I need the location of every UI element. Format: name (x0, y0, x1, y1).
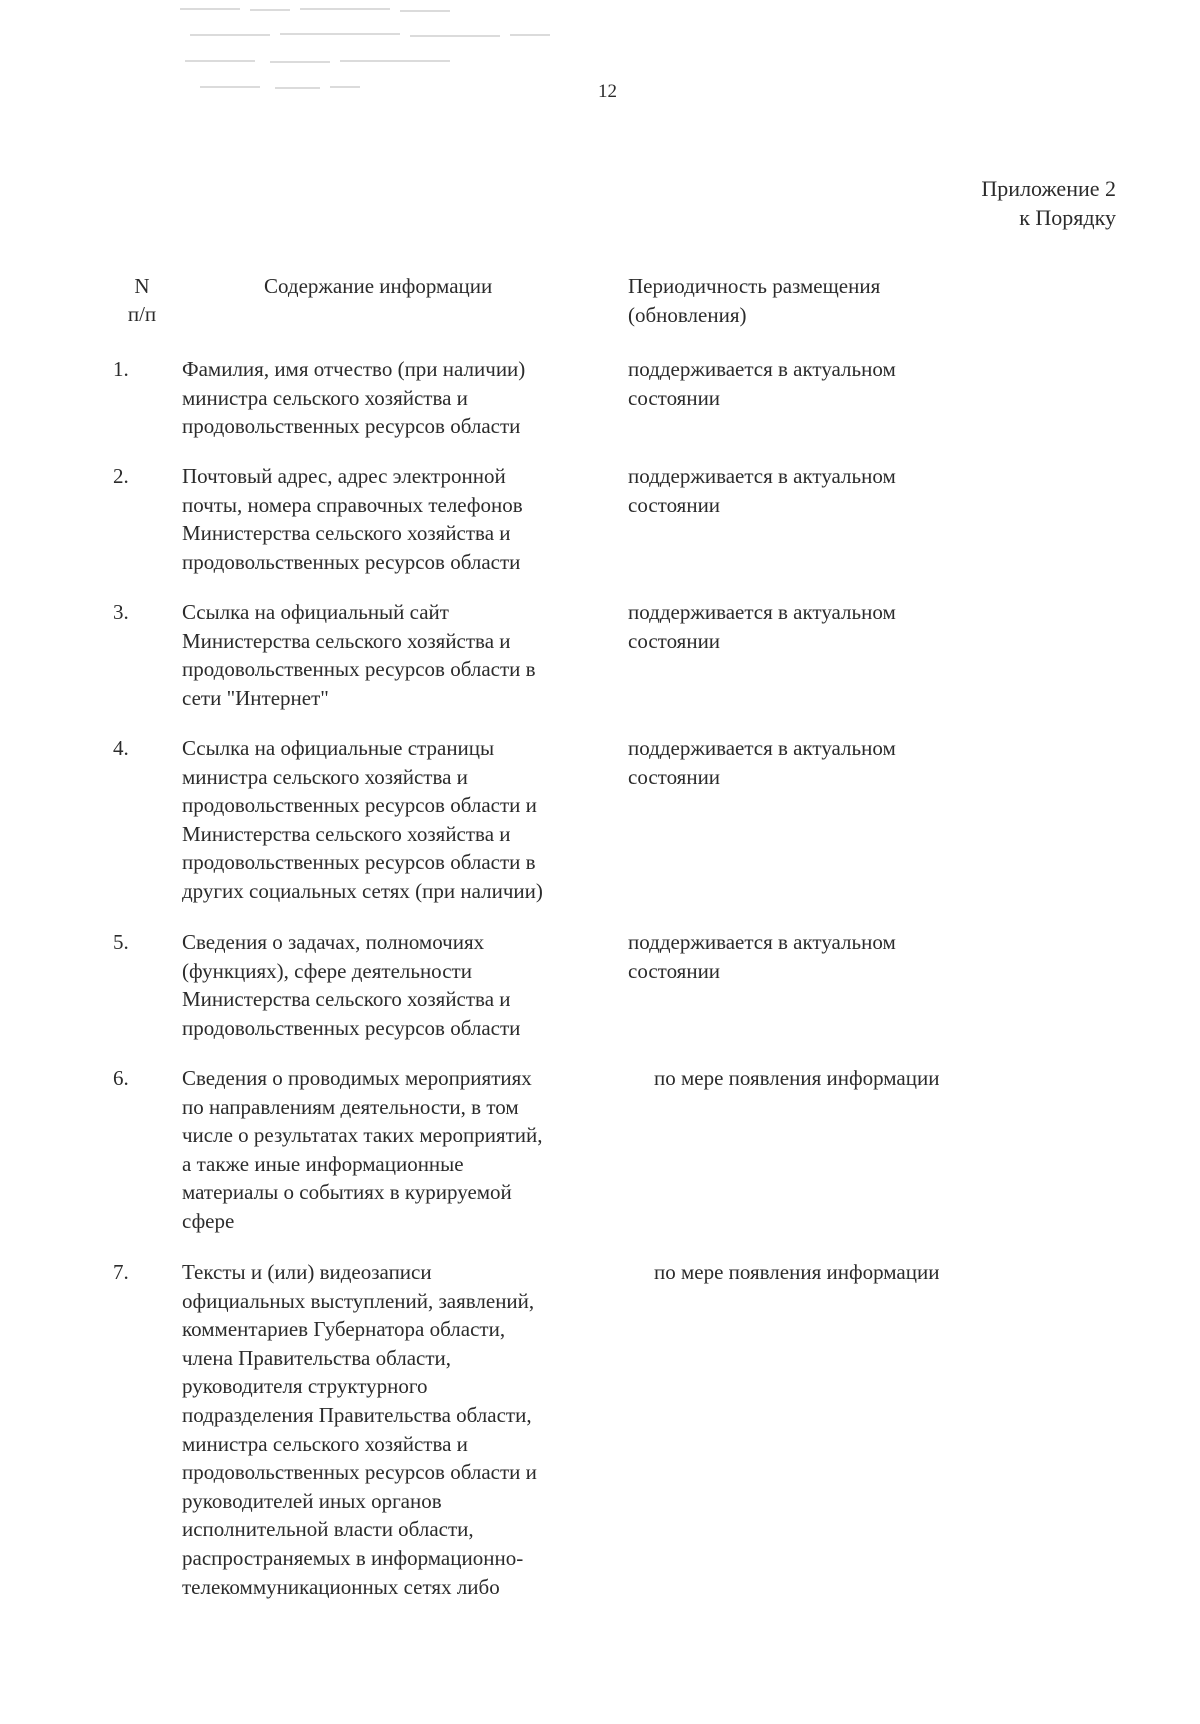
row-content (182, 734, 612, 906)
content-line: продовольственных ресурсов области (182, 1015, 521, 1040)
period-line: поддерживается в актуальном (628, 736, 896, 760)
row-content (182, 1258, 612, 1601)
content-line: (функциях), сфере деятельности (182, 958, 472, 983)
row-period (628, 734, 968, 791)
column-header-period (628, 272, 958, 329)
row-period (628, 355, 968, 412)
period-line: состоянии (628, 492, 721, 517)
content-line: продовольственных ресурсов области в (182, 850, 536, 875)
row-period (628, 462, 968, 519)
row-period (628, 928, 968, 985)
content-line: распространяемых в информационно- (182, 1545, 524, 1570)
content-line: Тексты и (или) видеозаписи (182, 1260, 432, 1284)
content-line: министра сельского хозяйства и (182, 764, 468, 789)
period-line: по мере появления информации (654, 1260, 940, 1284)
page-number: 12 (598, 81, 617, 102)
period-line: по мере появления информации (654, 1066, 940, 1090)
content-line: а также иные информационные (182, 1151, 464, 1176)
content-line: продовольственных ресурсов области (182, 414, 521, 439)
header-line: N (134, 274, 150, 298)
period-line: поддерживается в актуальном (628, 464, 896, 488)
content-line: Сведения о проводимых мероприятиях (182, 1066, 532, 1090)
period-line: поддерживается в актуальном (628, 357, 896, 381)
period-line: поддерживается в актуальном (628, 930, 896, 954)
content-line: руководителей иных органов (182, 1488, 442, 1513)
column-header-number (112, 272, 172, 328)
period-line: состоянии (628, 764, 721, 789)
content-line: Министерства сельского хозяйства и (182, 521, 511, 546)
content-line: подразделения Правительства области, (182, 1402, 532, 1427)
column-header-content: Содержание информации (264, 274, 493, 298)
row-content (182, 355, 612, 441)
content-line: почты, номера справочных телефонов (182, 492, 523, 517)
row-content (182, 1064, 612, 1236)
header-line: (обновления) (628, 302, 747, 327)
content-line: Ссылка на официальные страницы (182, 736, 495, 760)
row-number: 4. (113, 736, 129, 760)
content-line: телекоммуникационных сетях либо (182, 1574, 500, 1599)
content-line: Фамилия, имя отчество (при наличии) (182, 357, 526, 381)
content-line: по направлениям деятельности, в том (182, 1094, 519, 1119)
period-line: состоянии (628, 628, 721, 653)
content-line: члена Правительства области, (182, 1345, 452, 1370)
row-period (628, 598, 968, 655)
row-period (654, 1064, 1014, 1093)
content-line: продовольственных ресурсов области (182, 549, 521, 574)
content-line: Министерства сельского хозяйства и (182, 987, 511, 1012)
row-number: 1. (113, 357, 129, 381)
appendix-line: к Порядку (1019, 205, 1116, 230)
row-number: 7. (113, 1260, 129, 1284)
content-line: официальных выступлений, заявлений, (182, 1288, 535, 1313)
content-line: сфере (182, 1208, 235, 1233)
period-line: состоянии (628, 385, 721, 410)
content-line: Министерства сельского хозяйства и (182, 628, 511, 653)
row-period (654, 1258, 1014, 1287)
row-number: 5. (113, 930, 129, 954)
header-line: п/п (127, 302, 157, 326)
content-line: сети "Интернет" (182, 685, 329, 710)
content-line: Почтовый адрес, адрес электронной (182, 464, 506, 488)
row-number: 6. (113, 1066, 129, 1090)
scan-noise-decoration (180, 8, 600, 98)
content-line: руководителя структурного (182, 1374, 428, 1399)
row-content (182, 462, 612, 576)
row-content (182, 928, 612, 1042)
appendix-heading (981, 174, 1116, 232)
content-line: материалы о событиях в курируемой (182, 1180, 512, 1205)
content-line: комментариев Губернатора области, (182, 1317, 506, 1342)
content-line: Сведения о задачах, полномочиях (182, 930, 485, 954)
header-line: Периодичность размещения (628, 274, 881, 298)
period-line: поддерживается в актуальном (628, 600, 896, 624)
content-line: продовольственных ресурсов области в (182, 657, 536, 682)
content-line: Министерства сельского хозяйства и (182, 821, 511, 846)
content-line: исполнительной власти области, (182, 1517, 474, 1542)
content-line: продовольственных ресурсов области и (182, 793, 537, 818)
content-line: других социальных сетях (при наличии) (182, 878, 543, 903)
content-line: числе о результатах таких мероприятий, (182, 1123, 543, 1148)
appendix-line: Приложение 2 (981, 176, 1116, 201)
row-number: 2. (113, 464, 129, 488)
period-line: состоянии (628, 958, 721, 983)
row-content (182, 598, 612, 712)
content-line: Ссылка на официальный сайт (182, 600, 449, 624)
row-number: 3. (113, 600, 129, 624)
content-line: министра сельского хозяйства и (182, 385, 468, 410)
content-line: продовольственных ресурсов области и (182, 1460, 537, 1485)
content-line: министра сельского хозяйства и (182, 1431, 468, 1456)
